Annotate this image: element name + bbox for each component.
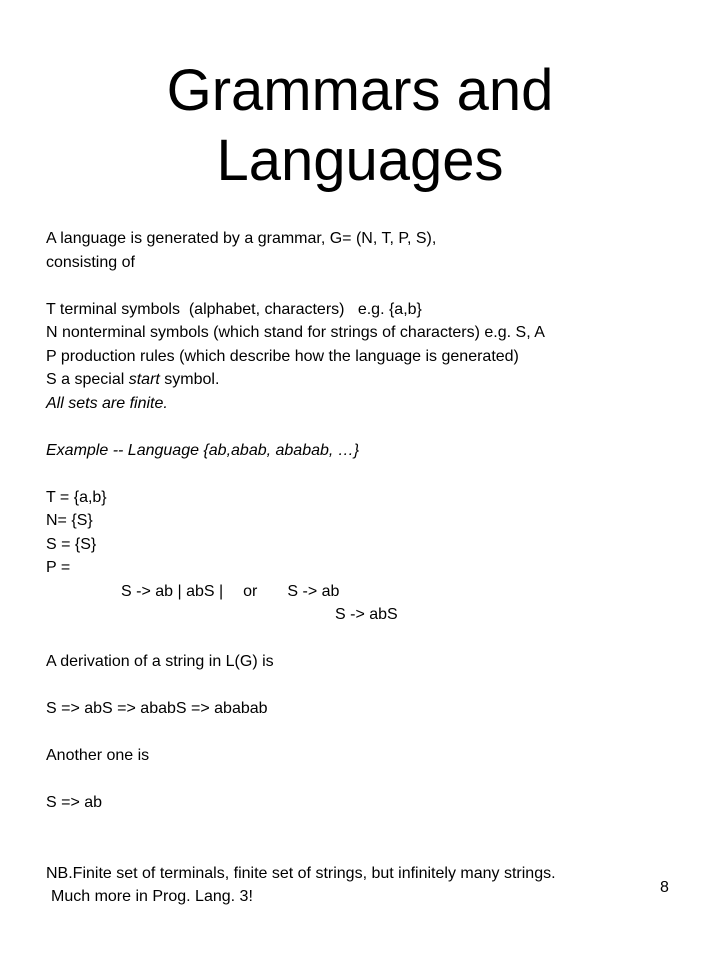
spacer: [46, 815, 686, 862]
spacer: [46, 627, 686, 651]
spacer: [46, 415, 686, 439]
def-start-symbol: [46, 368, 686, 392]
intro-line-2: consisting of: [46, 253, 135, 271]
slide-title: [0, 56, 720, 196]
derivation-short: S => ab: [46, 794, 103, 811]
production-rules-line-1: [46, 580, 686, 604]
page-number: 8: [660, 879, 669, 896]
example-nonterminals: N= {S}: [46, 512, 93, 529]
def-nonterminals: N nonterminal symbols (which stand for strings of characters) e.g. S, A: [46, 324, 545, 341]
example-heading: Example -- Language {ab,abab, ababab, …}: [46, 441, 360, 459]
derivation-another-intro: Another one is: [46, 747, 150, 764]
note-line-1: NB.Finite set of terminals, finite set of strings, but infinitely many strings.: [46, 864, 556, 882]
def-start-prefix: S a special: [46, 371, 129, 388]
slide-title-line-2: Languages: [216, 128, 504, 193]
production-rule-abs: S -> abS: [335, 606, 398, 623]
spacer: [46, 721, 686, 745]
def-finite-note: All sets are finite.: [46, 394, 168, 412]
def-productions: P production rules (which describe how the language is generated): [46, 347, 519, 365]
def-start-suffix: symbol.: [159, 371, 220, 388]
def-terminals: T terminal symbols (alphabet, characters) e.g. {a,b}: [46, 300, 422, 318]
spacer: [46, 462, 686, 486]
production-rule-compact: S -> ab | abS |: [121, 582, 224, 600]
spacer: [46, 274, 686, 298]
example-terminals: T = {a,b}: [46, 488, 107, 506]
derivation-steps: S => abS => ababS => ababab: [46, 700, 268, 717]
example-start: S = {S}: [46, 535, 97, 553]
intro-line-1: A language is generated by a grammar, G= (N, T, P, S),: [46, 230, 437, 247]
spacer: [46, 768, 686, 792]
slide-body: [46, 227, 686, 909]
def-start-emphasis: start: [128, 371, 160, 388]
slide-title-line-1: Grammars and: [166, 58, 554, 123]
production-or-label: or: [243, 582, 258, 600]
example-productions-label: P =: [46, 559, 71, 576]
spacer: [46, 674, 686, 698]
production-rule-ab: S -> ab: [287, 582, 340, 600]
note-line-2: Much more in Prog. Lang. 3!: [51, 888, 253, 905]
derivation-intro: A derivation of a string in L(G) is: [46, 653, 274, 670]
